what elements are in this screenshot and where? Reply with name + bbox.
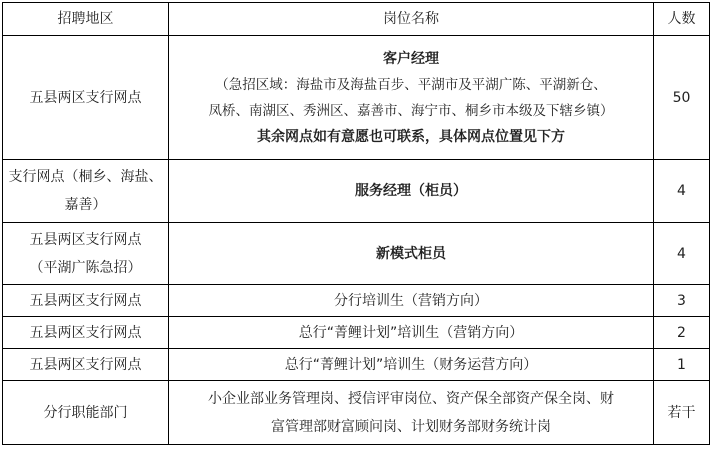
- cell-region: [3, 160, 169, 223]
- cell-position: 分行培训生（营销方向）: [169, 285, 654, 317]
- cell-region: 五县两区支行网点: [3, 349, 169, 381]
- table-row: [3, 223, 710, 285]
- region-line: 嘉善）: [64, 197, 107, 213]
- cell-region: 五县两区支行网点: [3, 317, 169, 349]
- table-row: [3, 349, 710, 381]
- recruitment-table: [2, 2, 710, 445]
- cell-region: [3, 223, 169, 285]
- header-position: 岗位名称: [169, 3, 654, 36]
- table-row: [3, 36, 710, 160]
- cell-region: 分行职能部门: [3, 381, 169, 445]
- table-row: [3, 381, 710, 445]
- cell-count: 2: [654, 317, 710, 349]
- cell-position: 总行“菁鲤计划”培训生（财务运营方向）: [169, 349, 654, 381]
- region-line: 支行网点（桐乡、海盐、: [8, 169, 163, 185]
- cell-position: [169, 36, 654, 160]
- position-line: 富管理部财富顾问岗、计划财务部财务统计岗: [271, 418, 551, 435]
- cell-region: 五县两区支行网点: [3, 36, 169, 160]
- table-header-row: [3, 3, 710, 36]
- region-line: 五县两区支行网点: [29, 231, 142, 248]
- cell-position: 总行“菁鲤计划”培训生（营销方向）: [169, 317, 654, 349]
- position-extra: 其余网点如有意愿也可联系，具体网点位置见下方: [257, 128, 565, 145]
- region-line: （平湖广陈急招）: [29, 259, 142, 276]
- position-note: 凤桥、南湖区、秀洲区、嘉善市、海宁市、桐乡市本级及下辖乡镇）: [208, 102, 614, 119]
- cell-count: 4: [654, 223, 710, 285]
- position-note: （急招区域：海盐市及海盐百步、平湖市及平湖广陈、平湖新仓、: [215, 76, 607, 93]
- position-title: 客户经理: [383, 50, 439, 67]
- header-region: 招聘地区: [3, 3, 169, 36]
- cell-position: 服务经理（柜员）: [169, 160, 654, 223]
- cell-position: 新模式柜员: [169, 223, 654, 285]
- cell-count: 1: [654, 349, 710, 381]
- cell-region: 五县两区支行网点: [3, 285, 169, 317]
- cell-count: 50: [654, 36, 710, 160]
- table-row: [3, 317, 710, 349]
- table-row: [3, 160, 710, 223]
- cell-count: 3: [654, 285, 710, 317]
- table-row: [3, 285, 710, 317]
- header-count: 人数: [654, 3, 710, 36]
- cell-position: [169, 381, 654, 445]
- cell-count: 若干: [654, 381, 710, 445]
- cell-count: 4: [654, 160, 710, 223]
- position-line: 小企业部业务管理岗、授信评审岗位、资产保全部资产保全岗、财: [208, 390, 614, 407]
